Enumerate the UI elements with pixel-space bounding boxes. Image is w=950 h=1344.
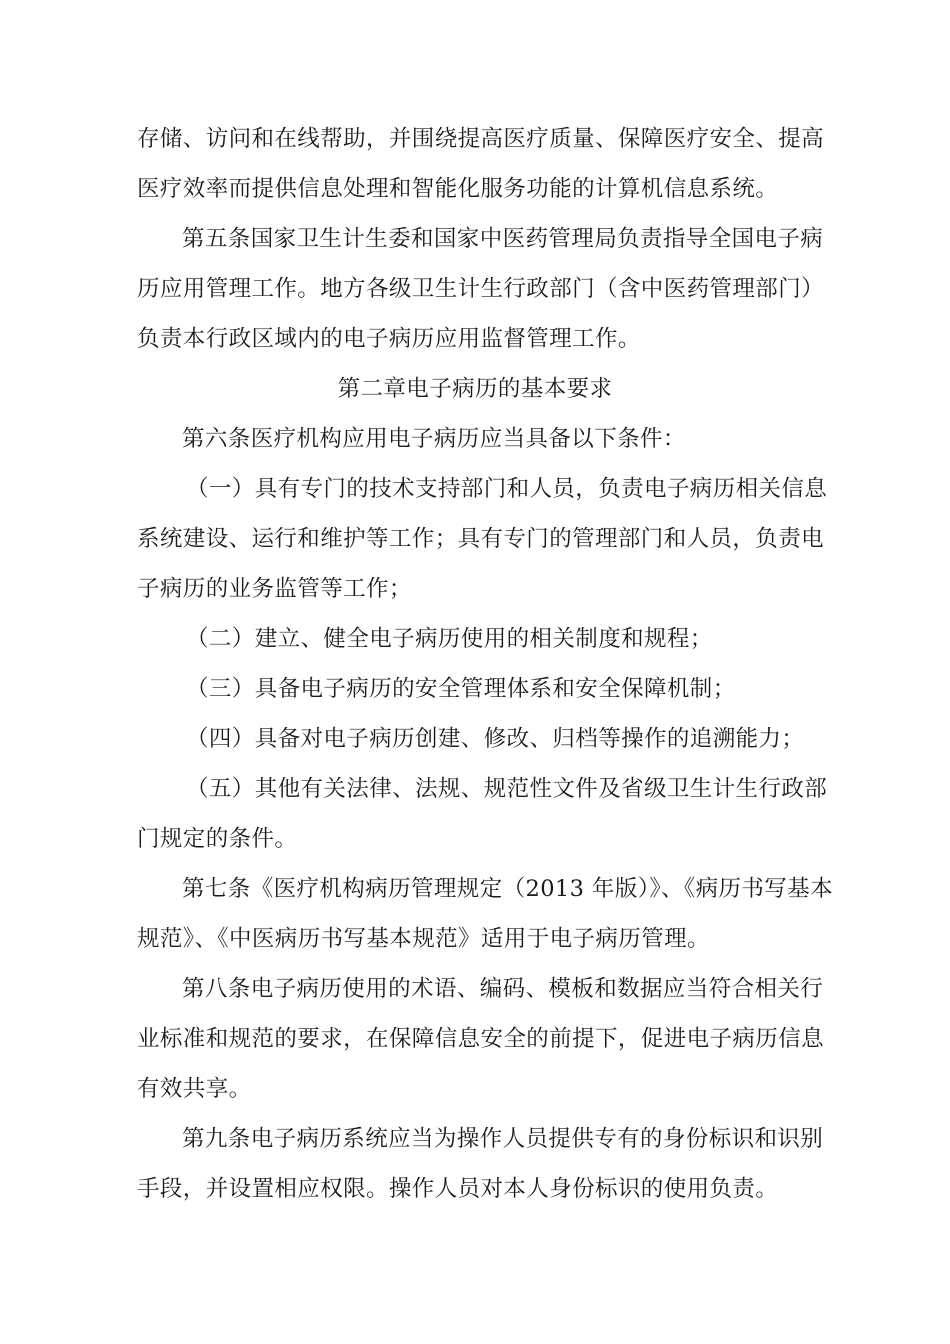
list-item-3: （三）具备电子病历的安全管理体系和安全保障机制； <box>186 676 736 702</box>
paragraph-line: 业标准和规范的要求，在保障信息安全的前提下，促进电子病历信息 <box>137 1026 825 1052</box>
paragraph-line: 有效共享。 <box>137 1076 252 1102</box>
paragraph-line: 手段，并设置相应权限。操作人员对本人身份标识的使用负责。 <box>137 1176 779 1202</box>
list-item-1: （一）具有专门的技术支持部门和人员，负责电子病历相关信息 <box>186 476 828 502</box>
article-7-line: 第七条《医疗机构病历管理规定（2013 年版）》、《病历书写基本 <box>182 876 833 902</box>
article-9-line: 第九条电子病历系统应当为操作人员提供专有的身份标识和识别 <box>182 1126 824 1152</box>
article-6-line: 第六条医疗机构应用电子病历应当具备以下条件： <box>182 426 686 452</box>
paragraph-line: 存储、访问和在线帮助，并围绕提高医疗质量、保障医疗安全、提高 <box>137 126 825 152</box>
list-item-4: （四）具备对电子病历创建、修改、归档等操作的追溯能力； <box>186 726 805 752</box>
paragraph-line: 门规定的条件。 <box>137 826 298 852</box>
article-5-line: 第五条国家卫生计生委和国家中医药管理局负责指导全国电子病 <box>182 226 824 252</box>
list-item-2: （二）建立、健全电子病历使用的相关制度和规程； <box>186 626 713 652</box>
paragraph-line: 历应用管理工作。地方各级卫生计生行政部门（含中医药管理部门） <box>137 276 825 302</box>
paragraph-line: 负责本行政区域内的电子病历应用监督管理工作。 <box>137 326 641 352</box>
paragraph-line: 医疗效率而提供信息处理和智能化服务功能的计算机信息系统。 <box>137 176 779 202</box>
list-item-5: （五）其他有关法律、法规、规范性文件及省级卫生计生行政部 <box>186 776 828 802</box>
paragraph-line: 系统建设、运行和维护等工作；具有专门的管理部门和人员，负责电 <box>137 526 825 552</box>
chapter-heading: 第二章电子病历的基本要求 <box>337 376 613 402</box>
article-8-line: 第八条电子病历使用的术语、编码、模板和数据应当符合相关行 <box>182 976 824 1002</box>
paragraph-line: 子病历的业务监管等工作； <box>137 576 412 602</box>
paragraph-line: 规范》、《中医病历书写基本规范》适用于电子病历管理。 <box>137 926 710 952</box>
